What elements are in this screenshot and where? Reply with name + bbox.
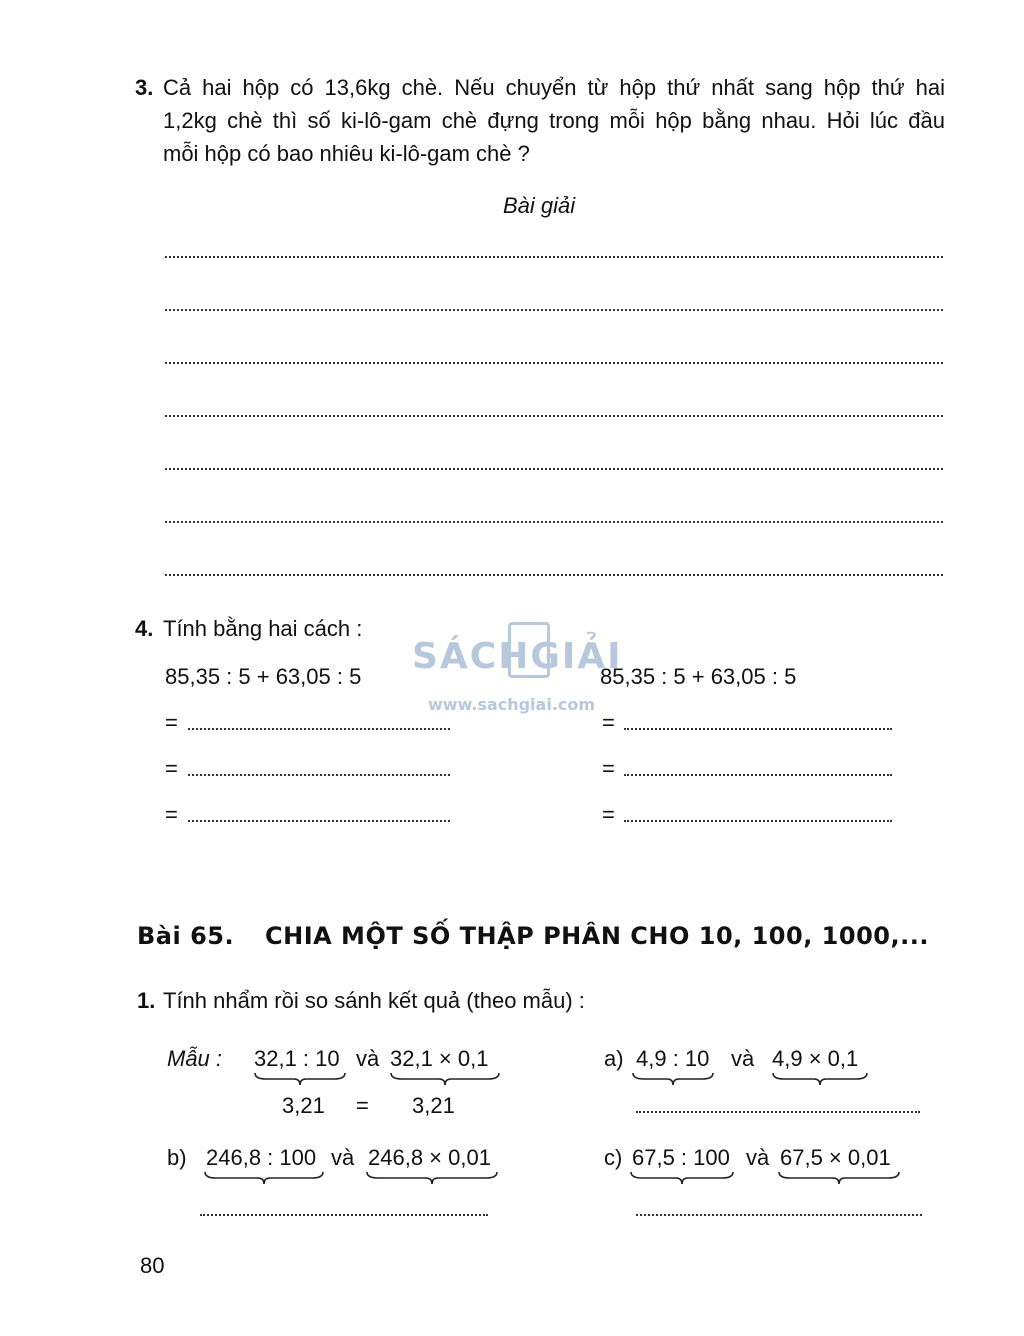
sample-result-left: 3,21 xyxy=(282,1093,325,1118)
item-a-and: và xyxy=(731,1046,755,1071)
right-answer-line-1[interactable] xyxy=(624,728,892,730)
item-b-and: và xyxy=(331,1145,355,1170)
exercise-4-prompt: Tính bằng hai cách : xyxy=(163,616,363,641)
exercise-1-number: 1. xyxy=(137,988,156,1013)
item-a-right-brace xyxy=(772,1072,868,1086)
item-b-label: b) xyxy=(167,1145,187,1170)
item-a-left-brace xyxy=(632,1072,714,1086)
sample-result-equals: = xyxy=(356,1093,369,1118)
answer-line-7[interactable] xyxy=(165,574,943,576)
item-a-label: a) xyxy=(604,1046,624,1071)
answer-line-5[interactable] xyxy=(165,468,943,470)
item-a-answer-line[interactable] xyxy=(636,1111,920,1113)
left-equals-1: = xyxy=(165,710,178,735)
left-expression: 85,35 : 5 + 63,05 : 5 xyxy=(165,664,362,689)
solution-label: Bài giải xyxy=(503,193,576,218)
item-a-left-expression: 4,9 : 10 xyxy=(636,1046,710,1071)
item-b-left-brace xyxy=(204,1171,324,1185)
item-c-label: c) xyxy=(604,1145,623,1170)
answer-line-1[interactable] xyxy=(165,256,943,258)
answer-line-4[interactable] xyxy=(165,415,943,417)
item-c-left-expression: 67,5 : 100 xyxy=(632,1145,730,1170)
item-c-left-brace xyxy=(630,1171,734,1185)
right-expression: 85,35 : 5 + 63,05 : 5 xyxy=(600,664,797,689)
right-equals-3: = xyxy=(602,802,615,827)
exercise-4-number: 4. xyxy=(135,616,154,641)
lesson-number: Bài 65. xyxy=(137,922,235,950)
left-answer-line-3[interactable] xyxy=(188,820,450,822)
left-answer-line-1[interactable] xyxy=(188,728,450,730)
exercise-3-line-1: Cả hai hộp có 13,6kg chè. Nếu chuyển từ hộp thứ nhất sang hộp thứ hai xyxy=(163,75,945,100)
watermark-logo-box xyxy=(508,622,550,678)
page-number: 80 xyxy=(140,1253,165,1278)
exercise-3-line-2: 1,2kg chè thì số ki-lô-gam chè đựng trong mỗi hộp bằng nhau. Hỏi lúc đầu xyxy=(163,108,945,133)
right-answer-line-3[interactable] xyxy=(624,820,892,822)
watermark-logo-text: SÁCHGIẢI xyxy=(412,636,623,677)
answer-line-6[interactable] xyxy=(165,521,943,523)
exercise-3-line-3: mỗi hộp có bao nhiêu ki-lô-gam chè ? xyxy=(163,141,530,166)
exercise-3-number: 3. xyxy=(135,75,154,100)
sample-right-expression: 32,1 × 0,1 xyxy=(390,1046,489,1071)
watermark-url: www.sachgiai.com xyxy=(428,695,596,714)
item-b-right-expression: 246,8 × 0,01 xyxy=(368,1145,491,1170)
sample-left-expression: 32,1 : 10 xyxy=(254,1046,340,1071)
item-a-right-expression: 4,9 × 0,1 xyxy=(772,1046,859,1071)
left-equals-3: = xyxy=(165,802,178,827)
right-equals-1: = xyxy=(602,710,615,735)
item-c-and: và xyxy=(746,1145,770,1170)
exercise-1-prompt: Tính nhẩm rồi so sánh kết quả (theo mẫu) : xyxy=(163,988,585,1013)
item-b-left-expression: 246,8 : 100 xyxy=(206,1145,317,1170)
item-b-right-brace xyxy=(366,1171,498,1185)
left-equals-2: = xyxy=(165,756,178,781)
right-answer-line-2[interactable] xyxy=(624,774,892,776)
right-equals-2: = xyxy=(602,756,615,781)
item-b-answer-line[interactable] xyxy=(200,1214,488,1216)
sample-left-brace xyxy=(254,1072,346,1086)
left-answer-line-2[interactable] xyxy=(188,774,450,776)
sample-and: và xyxy=(356,1046,380,1071)
item-c-answer-line[interactable] xyxy=(636,1214,922,1216)
sample-right-brace xyxy=(390,1072,500,1086)
item-c-right-expression: 67,5 × 0,01 xyxy=(780,1145,891,1170)
item-c-right-brace xyxy=(778,1171,900,1185)
sample-result-right: 3,21 xyxy=(412,1093,455,1118)
answer-line-2[interactable] xyxy=(165,309,943,311)
sample-label: Mẫu : xyxy=(167,1046,223,1071)
lesson-title: CHIA MỘT SỐ THẬP PHÂN CHO 10, 100, 1000,... xyxy=(265,922,929,950)
answer-line-3[interactable] xyxy=(165,362,943,364)
